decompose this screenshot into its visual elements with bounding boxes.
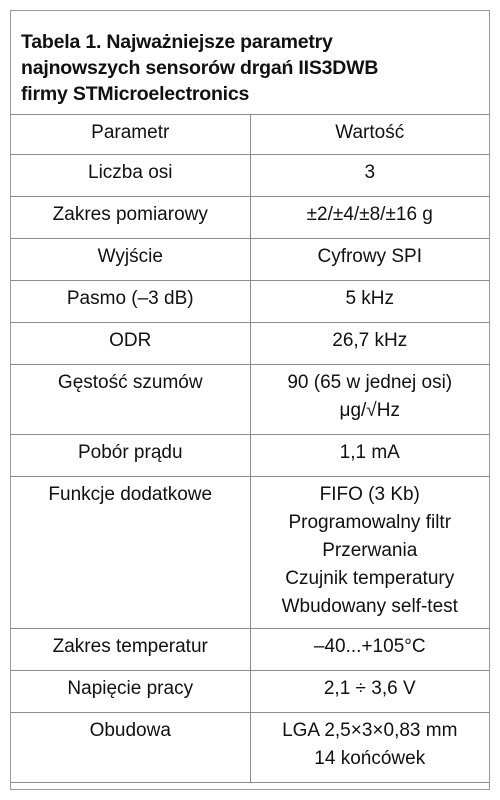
value-line: 14 końcówek <box>314 748 426 769</box>
value-cell <box>250 477 489 629</box>
value-cell <box>250 365 489 435</box>
value-cell <box>250 629 489 671</box>
caption-line: najnowszych sensorów drgań IIS3DWB <box>21 57 379 79</box>
value-line: FIFO (3 Kb) <box>319 484 420 505</box>
param-cell: Liczba osi <box>11 155 250 197</box>
value-cell <box>250 155 489 197</box>
value-line: Czujnik temperatury <box>285 568 455 589</box>
table-row <box>11 323 489 365</box>
table-row <box>11 365 489 435</box>
table-row <box>11 239 489 281</box>
param-cell: Pobór prądu <box>11 435 250 477</box>
table-row <box>11 435 489 477</box>
value-line: ±2/±4/±8/±16 g <box>306 204 433 225</box>
value-line: Programowalny filtr <box>288 512 452 533</box>
table-row <box>11 713 489 783</box>
table-row <box>11 629 489 671</box>
table-row <box>11 671 489 713</box>
table-header-row <box>11 115 489 155</box>
param-cell: Wyjście <box>11 239 250 281</box>
table-row <box>11 281 489 323</box>
table-body <box>11 155 489 783</box>
param-cell: Funkcje dodatkowe <box>11 477 250 629</box>
value-line: Cyfrowy SPI <box>317 246 423 267</box>
value-cell <box>250 197 489 239</box>
value-line: μg/√Hz <box>339 400 400 421</box>
caption-line: firmy STMicroelectronics <box>21 83 250 105</box>
value-line: 26,7 kHz <box>332 330 408 351</box>
value-line: 1,1 mA <box>339 442 400 463</box>
value-cell <box>250 435 489 477</box>
param-cell: Gęstość szumów <box>11 365 250 435</box>
param-cell: Obudowa <box>11 713 250 783</box>
value-cell <box>250 671 489 713</box>
param-cell: Napięcie pracy <box>11 671 250 713</box>
param-cell: ODR <box>11 323 250 365</box>
param-cell: Zakres temperatur <box>11 629 250 671</box>
value-line: 3 <box>364 162 376 183</box>
value-cell <box>250 323 489 365</box>
table-row <box>11 155 489 197</box>
value-line: LGA 2,5×3×0,83 mm <box>282 720 458 741</box>
header-parametr: Parametr <box>11 115 250 155</box>
param-cell: Pasmo (–3 dB) <box>11 281 250 323</box>
value-line: 2,1 ÷ 3,6 V <box>323 678 416 699</box>
table-row <box>11 197 489 239</box>
caption-line: Tabela 1. Najważniejsze parametry <box>21 31 333 53</box>
parameters-table <box>11 114 489 783</box>
value-line: Wbudowany self-test <box>281 596 458 617</box>
table-caption <box>11 11 489 114</box>
table-row <box>11 477 489 629</box>
header-wartosc: Wartość <box>250 115 489 155</box>
value-line: –40...+105°C <box>313 636 426 657</box>
value-line: Przerwania <box>322 540 418 561</box>
value-cell <box>250 239 489 281</box>
value-cell <box>250 713 489 783</box>
value-cell <box>250 281 489 323</box>
parameters-table-box <box>10 10 490 790</box>
value-line: 90 (65 w jednej osi) <box>287 372 453 393</box>
value-line: 5 kHz <box>345 288 395 309</box>
param-cell: Zakres pomiarowy <box>11 197 250 239</box>
